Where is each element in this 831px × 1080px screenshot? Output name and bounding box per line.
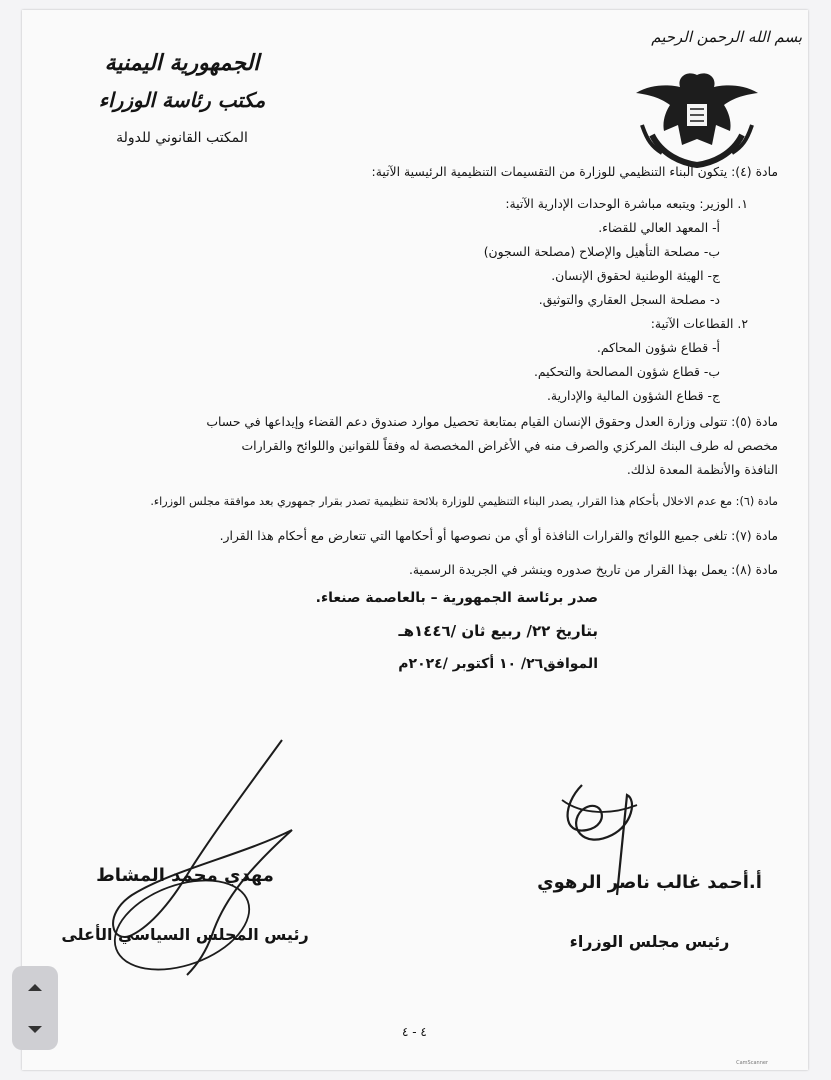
issuance-place: صدر برئاسة الجمهورية – بالعاصمة صنعاء. bbox=[315, 590, 598, 606]
department-name: المكتب القانوني للدولة bbox=[116, 130, 248, 146]
article-7: مادة (٧): تلغى جميع اللوائح والقرارات النافذة أو أي من نصوصها أو أحكامها التي تتعارض مع أحكام هذا القرار. bbox=[219, 528, 778, 543]
scroll-down-button[interactable] bbox=[12, 1008, 58, 1050]
scroll-up-button[interactable] bbox=[12, 966, 58, 1008]
article-4-item-2a: أ- قطاع شؤون المحاكم. bbox=[596, 340, 720, 355]
article-8: مادة (٨): يعمل بهذا القرار من تاريخ صدوره وينشر في الجريدة الرسمية. bbox=[408, 562, 778, 577]
article-5-line-3: النافذة والأنظمة المعدة لذلك. bbox=[626, 462, 778, 477]
page-scroll-control bbox=[12, 966, 58, 1050]
issuance-date-hijri: بتاريخ ٢٢/ ربيع ثان /١٤٤٦هـ bbox=[398, 622, 598, 640]
article-4-item-2c: ج- قطاع الشؤون المالية والإدارية. bbox=[546, 388, 720, 403]
state-name: الجمهورية اليمنية bbox=[104, 50, 260, 76]
article-4-item-2b: ب- قطاع شؤون المصالحة والتحكيم. bbox=[533, 364, 720, 379]
left-signatory-name: مهدي محمد المشاط bbox=[96, 865, 274, 886]
left-signature-icon bbox=[92, 735, 332, 985]
article-4-title: مادة (٤): يتكون البناء التنظيمي للوزارة من التقسيمات التنظيمية الرئيسية الآتية: bbox=[371, 164, 778, 179]
article-4-item-1: ١. الوزير: ويتبعه مباشرة الوحدات الإدارية الآتية: bbox=[505, 196, 748, 211]
scanner-watermark: CamScanner bbox=[736, 1060, 768, 1066]
page-number: ٤ - ٤ bbox=[402, 1025, 427, 1039]
left-signatory-title: رئيس المجلس السياسي الأعلى bbox=[61, 925, 309, 944]
basmala: بسم الله الرحمن الرحيم bbox=[651, 28, 802, 46]
issuance-date-gregorian: الموافق٢٦/ ١٠ أكتوبر /٢٠٢٤م bbox=[398, 656, 598, 672]
article-4-item-2: ٢. القطاعات الآتية: bbox=[650, 316, 748, 331]
article-4-item-1a: أ- المعهد العالي للقضاء. bbox=[598, 220, 720, 235]
article-5-line-1: مادة (٥): تتولى وزارة العدل وحقوق الإنسان القيام بمتابعة تحصيل موارد صندوق دعم القضاء وإيداعها في حساب bbox=[206, 414, 778, 429]
right-signatory-name: أ.أحمد غالب ناصر الرهوي bbox=[537, 872, 762, 893]
article-4-item-1d: د- مصلحة السجل العقاري والتوثيق. bbox=[538, 292, 720, 307]
article-6: مادة (٦): مع عدم الاخلال بأحكام هذا القرار، يصدر البناء التنظيمي للوزارة بلائحة تنظيمية تصدر بقرار جمهوري بعد موافقة مجلس الوزراء. bbox=[150, 495, 778, 508]
office-name: مكتب رئاسة الوزراء bbox=[98, 88, 266, 112]
article-4-item-1b: ب- مصلحة التأهيل والإصلاح (مصلحة السجون) bbox=[483, 244, 720, 259]
chevron-up-icon bbox=[28, 984, 42, 991]
article-4-item-1c: ج- الهيئة الوطنية لحقوق الإنسان. bbox=[551, 268, 720, 283]
document-page bbox=[22, 10, 808, 1070]
yemen-eagle-emblem-icon bbox=[622, 65, 772, 170]
right-signatory-title: رئيس مجلس الوزراء bbox=[569, 932, 730, 951]
chevron-down-icon bbox=[28, 1026, 42, 1033]
article-5-line-2: مخصص له طرف البنك المركزي والصرف منه في الأغراض المخصصة له وفقاً للقوانين واللوائح والقرارات bbox=[241, 438, 778, 453]
